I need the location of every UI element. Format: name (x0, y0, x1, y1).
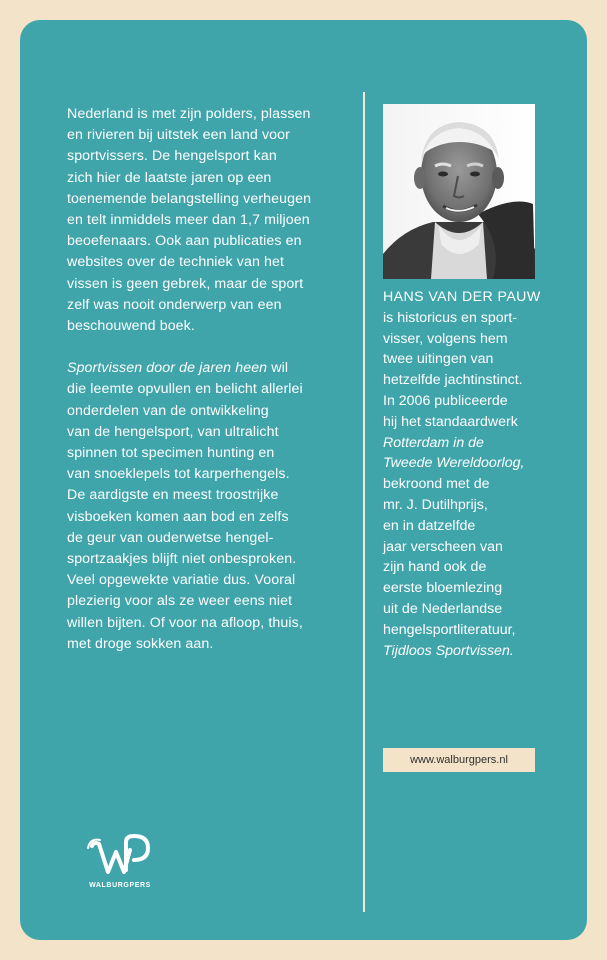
author-book-title-line: Tweede Wereldoorlog, (383, 455, 525, 472)
book-title-italic: Sportvissen door de jaren heen (67, 360, 268, 377)
author-bio-line: hij het standaardwerk (383, 413, 518, 430)
author-bio-line: hengelsportliteratuur, (383, 621, 516, 638)
author-book-title-line: Rotterdam in de (383, 434, 484, 451)
description-paragraph-2-text: wil die leemte opvullen en belicht allerlei onderdelen van de ontwikkeling van de hengelsport, van ultralicht spinnen tot specimen hunting en van snoeklepels tot karperhengels. De aardigste en meest troostrijke visboeken komen aan bod en zelfs de geur van ouderwetse hengel- sportzaakjes blijft niet onbesproken. Veel opgewekte variatie dus. Vooral plezierig voor als ze weer eens niet willen bijten. Of voor na afloop, thuis, met droge sokken aan. (67, 360, 303, 652)
author-bio-line: uit de Nederlandse (383, 600, 503, 617)
author-bio-line: is historicus en sport- (383, 309, 518, 326)
description-paragraph-1: Nederland is met zijn polders, plassen en rivieren bij uitstek een land voor sportvissers. De hengelsport kan zich hier de laatste jaren op een toenemende belangstelling verheugen en telt inmiddels meer dan 1,7 miljoen beoefenaars. Ook aan publicaties en websites over de techniek van het vissen is geen gebrek, maar de sport zelf was nooit onderwerp van een beschouwend boek. (67, 106, 312, 335)
book-description (67, 104, 357, 655)
author-bio-line: In 2006 publiceerde (383, 392, 508, 409)
author-bio-line: jaar verscheen van (383, 538, 503, 555)
author-bio (383, 287, 543, 661)
column-divider (363, 92, 365, 912)
author-bio-line: visser, volgens hem (383, 330, 508, 347)
website-url[interactable]: www.walburgpers.nl (383, 748, 535, 772)
author-bio-line: bekroond met de (383, 476, 490, 493)
author-bio-line: en in datzelfde (383, 517, 476, 534)
author-bio-line: eerste bloemlezing (383, 580, 503, 597)
author-photo (383, 104, 535, 279)
description-paragraph-2 (67, 358, 357, 655)
author-bio-line: hetzelfde jachtinstinct. (383, 372, 523, 389)
author-bio-line: mr. J. Dutilhprijs, (383, 496, 488, 513)
author-bio-line: zijn hand ook de (383, 559, 487, 576)
author-bio-line: twee uitingen van (383, 351, 494, 368)
author-closing-title: Tijdloos Sportvissen. (383, 642, 514, 659)
publisher-name: WALBURGPERS (89, 882, 151, 889)
author-name: HANS VAN DER PAUW (383, 289, 541, 305)
